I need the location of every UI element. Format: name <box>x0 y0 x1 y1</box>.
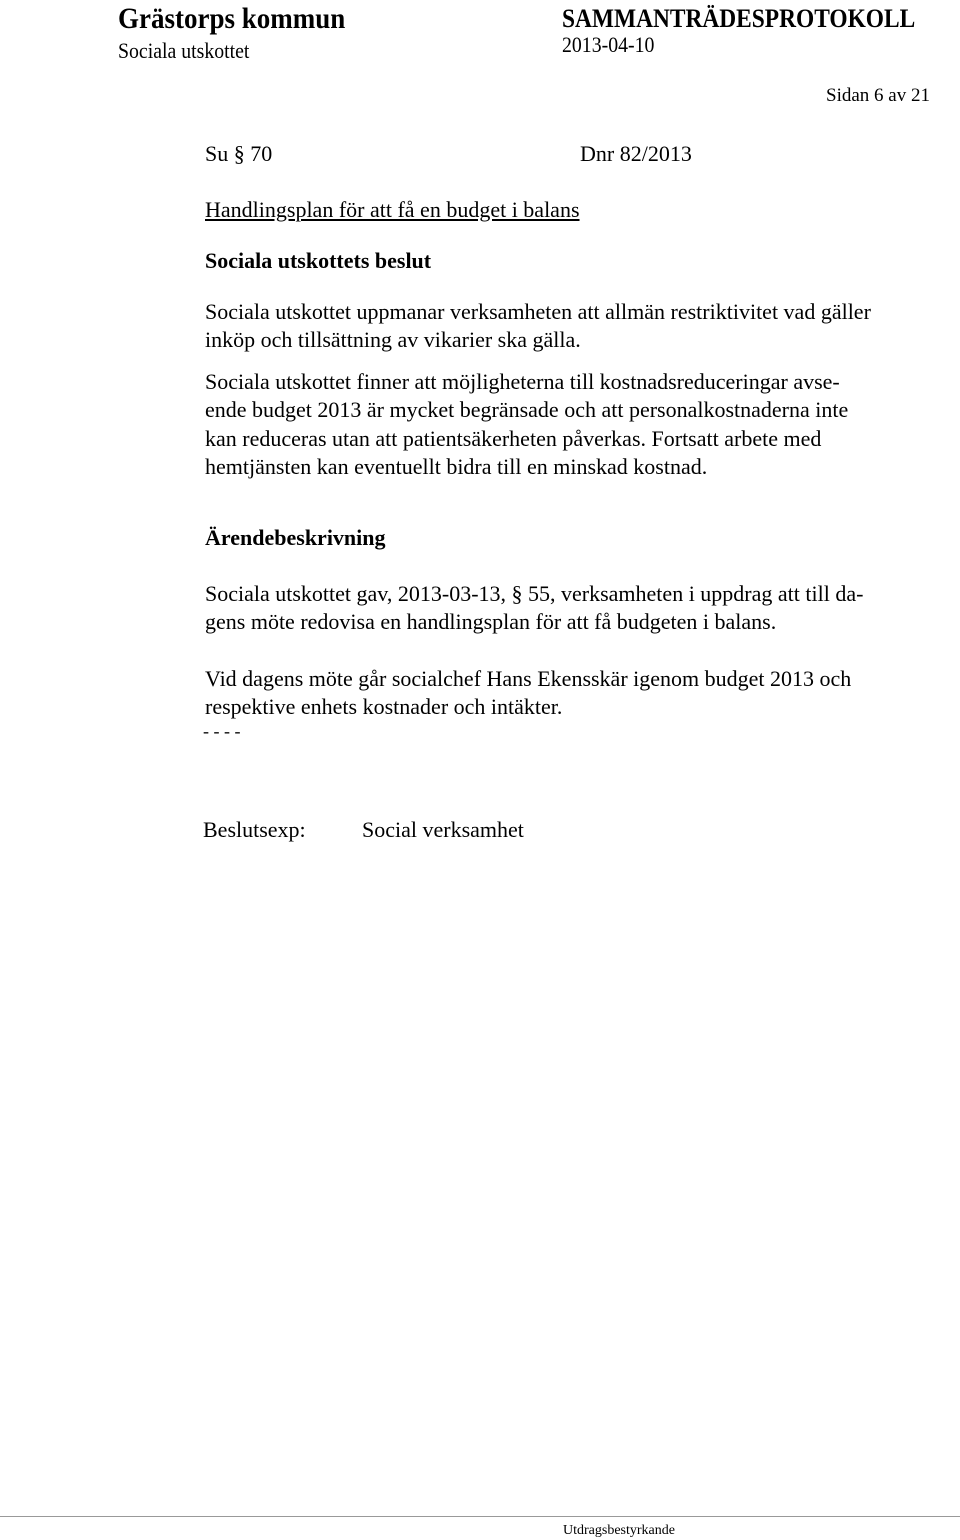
item-number: Su § 70 <box>205 141 273 166</box>
description-p2-line: Vid dagens möte går socialchef Hans Ekensskär igenom budget 2013 och <box>205 666 852 691</box>
item-title: Handlingsplan för att få en budget i balans <box>205 197 580 222</box>
description-p1-line: Sociala utskottet gav, 2013-03-13, § 55, verksamheten i uppdrag att till da- <box>205 581 864 606</box>
description-heading: Ärendebeskrivning <box>205 525 386 550</box>
description-p2-line: respektive enhets kostnader och intäkter. <box>205 694 563 719</box>
footer-label: Utdragsbestyrkande <box>563 1523 675 1538</box>
department-name: Sociala utskottet <box>118 38 250 63</box>
decision-p1-line: inköp och tillsättning av vikarier ska gälla. <box>205 327 581 352</box>
decision-p2-line: hemtjänsten kan eventuellt bidra till en minskad kostnad. <box>205 454 708 479</box>
decision-p2-line: ende budget 2013 är mycket begränsade och att personalkostnaderna inte <box>205 397 849 422</box>
document-date: 2013-04-10 <box>562 32 655 57</box>
decision-p2-line: Sociala utskottet finner att möjligheterna till kostnadsreduceringar avse- <box>205 369 840 394</box>
separator-dashes: - - - - <box>203 721 241 741</box>
document-type: SAMMANTRÄDESPROTOKOLL <box>562 4 916 33</box>
decision-p2-line: kan reduceras utan att patientsäkerheten påverkas. Fortsatt arbete med <box>205 426 822 451</box>
distribution-value: Social verksamhet <box>362 817 524 842</box>
distribution-label: Beslutsexp: <box>203 817 306 842</box>
organization-name: Grästorps kommun <box>118 2 346 35</box>
decision-p1-line: Sociala utskottet uppmanar verksamheten att allmän restriktivitet vad gäller <box>205 299 871 324</box>
decision-heading: Sociala utskottets beslut <box>205 248 432 273</box>
item-dnr: Dnr 82/2013 <box>580 141 692 166</box>
footer-divider <box>0 1516 960 1517</box>
page-number: Sidan 6 av 21 <box>826 85 930 106</box>
description-p1-line: gens möte redovisa en handlingsplan för att få budgeten i balans. <box>205 609 777 634</box>
